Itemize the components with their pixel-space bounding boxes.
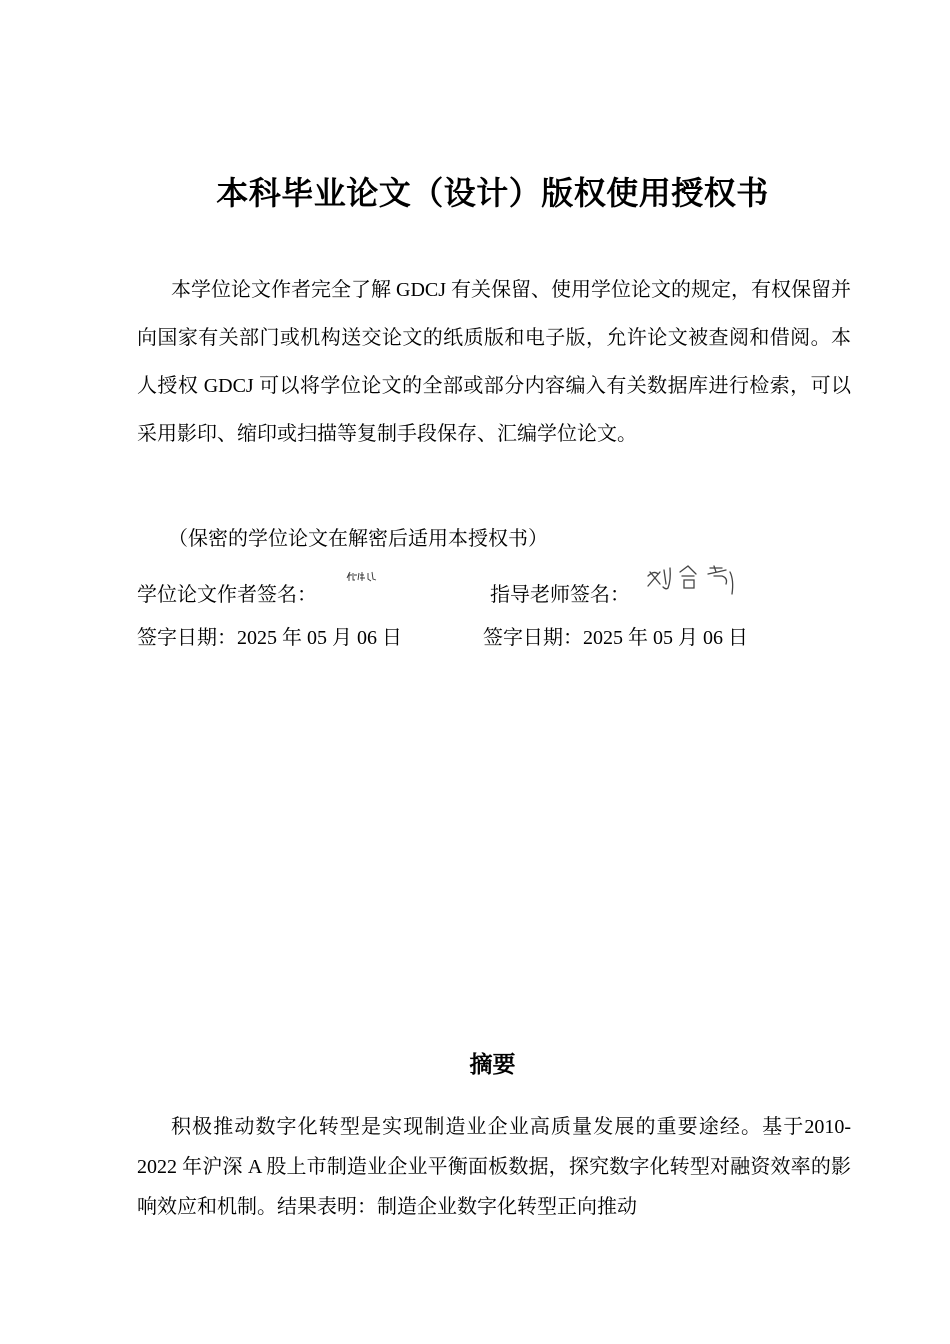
abstract-heading: 摘要 [469,1052,516,1078]
author-signature-image [345,569,379,583]
author-signature-label: 学位论文作者签名： [137,584,317,606]
page-title: 本科毕业论文（设计）版权使用授权书 [216,174,769,212]
advisor-signature-label: 指导老师签名： [490,584,630,606]
advisor-signature-image [644,562,744,598]
confidential-note: （保密的学位论文在解密后适用本授权书） [168,528,548,550]
author-sign-date: 签字日期：2025 年 05 月 06 日 [137,627,402,649]
authorization-paragraph: 本学位论文作者完全了解 GDCJ 有关保留、使用学位论文的规定，有权保留并向国家有关部门或机构送交论文的纸质版和电子版，允许论文被查阅和借阅。本人授权 GDCJ 可以将学位论文的全部或部分内容编入有关数据库进行检索，可以采用影印、缩印或扫描等复制手段保存、汇编学位论文。 [137,279,852,445]
advisor-sign-date: 签字日期：2025 年 05 月 06 日 [483,627,748,649]
abstract-text: 积极推动数字化转型是实现制造业企业高质量发展的重要途经。基于2010-2022 年沪深 A 股上市制造业企业平衡面板数据，探究数字化转型对融资效率的影响效应和机制。结果表明：制造企业数字化转型正向推动 [137,1116,851,1218]
